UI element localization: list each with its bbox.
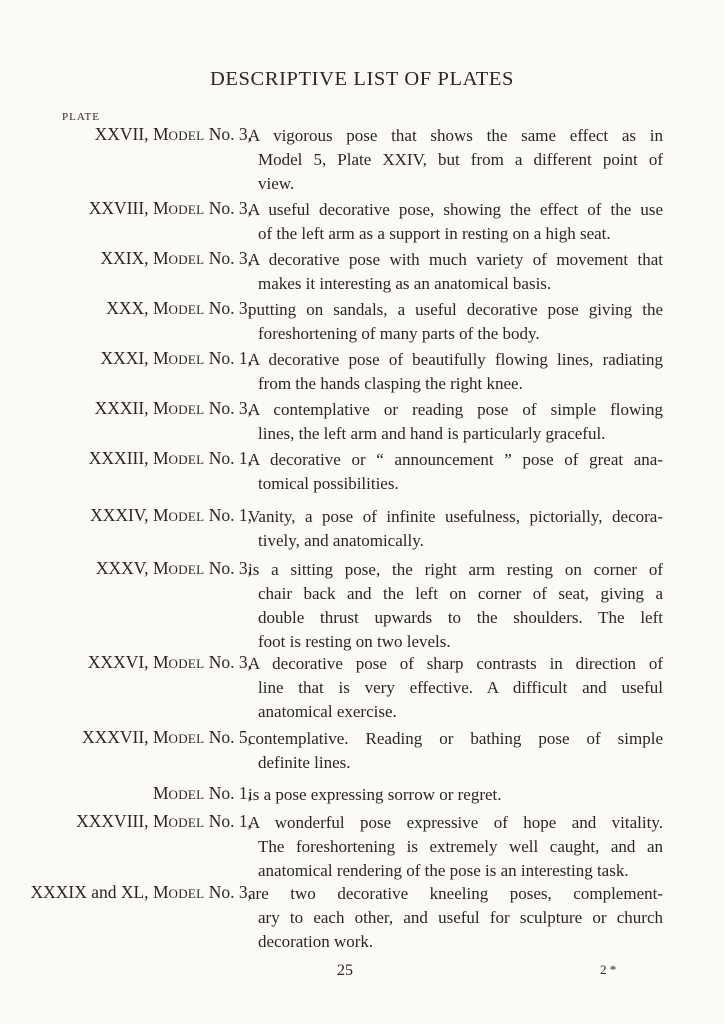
plate-description xyxy=(248,348,663,396)
description-line: A decorative pose of sharp contrasts in direction of xyxy=(248,654,663,673)
plate-numeral: XXIX, xyxy=(100,248,153,268)
plate-entry-lead: XXVII, MODEL No. 3, xyxy=(94,124,252,144)
plate-numeral: XXXIII, xyxy=(88,448,153,468)
page-number: 25 xyxy=(337,962,353,979)
page-title: DESCRIPTIVE LIST OF PLATES xyxy=(210,68,514,90)
description-line: view. xyxy=(258,174,295,193)
description-line: double thrust upwards to the shoulders. The left xyxy=(258,608,663,627)
description-line: A decorative pose with much variety of movement that xyxy=(248,250,663,269)
description-line: lines, the left arm and hand is particularly graceful. xyxy=(258,424,606,443)
model-number: 3, xyxy=(238,248,252,268)
description-line: line that is very effective. A difficult and useful xyxy=(258,678,663,697)
plate-numeral: XXXV, xyxy=(95,558,153,578)
plate-numeral: XXVII, xyxy=(94,124,153,144)
plate-description xyxy=(248,248,663,296)
plate-numeral: XXXVIII, xyxy=(76,811,153,831)
plate-numeral: XXVIII, xyxy=(88,198,153,218)
plate-entry-lead: XXXI, MODEL No. 1, xyxy=(100,348,252,368)
plate-numeral: XXXIV, xyxy=(90,505,153,525)
plate-entry-lead: XXXIII, MODEL No. 1, xyxy=(88,448,252,468)
model-number: 3, xyxy=(238,558,252,578)
description-line: decoration work. xyxy=(258,932,374,951)
description-line: The foreshortening is extremely well caught, and an xyxy=(258,837,663,856)
description-line: Vanity, a pose of infinite usefulness, pictorially, decora- xyxy=(248,507,663,526)
plate-description xyxy=(248,198,663,246)
model-label: MODEL xyxy=(152,198,205,218)
model-number: 3, xyxy=(238,298,252,318)
plate-entry-lead: XXXVI, MODEL No. 3, xyxy=(87,652,252,672)
description-line: tively, and anatomically. xyxy=(258,531,424,550)
plate-entry-lead: XXIX, MODEL No. 3, xyxy=(100,248,252,268)
description-line: of the left arm as a support in resting on a high seat. xyxy=(258,224,611,243)
description-line: A wonderful pose expressive of hope and vitality. xyxy=(248,813,663,832)
model-number: 3, xyxy=(238,398,252,418)
plate-description xyxy=(248,882,663,954)
signature-mark: 2 * xyxy=(600,962,617,977)
model-label: MODEL xyxy=(152,558,205,578)
model-label: MODEL xyxy=(152,348,205,368)
model-number: 3, xyxy=(238,652,252,672)
model-number: 5, xyxy=(238,727,252,747)
model-label: MODEL xyxy=(152,783,205,803)
plate-description xyxy=(248,448,663,496)
plate-numeral: XXXVII, xyxy=(81,727,153,747)
plate-numeral: XXXII, xyxy=(94,398,153,418)
plate-numeral: XXX, xyxy=(106,298,153,318)
model-number: 1, xyxy=(238,348,252,368)
model-number: 1, xyxy=(238,448,252,468)
plate-description xyxy=(248,783,663,807)
plate-numeral: XXXI, xyxy=(100,348,153,368)
model-label: MODEL xyxy=(152,248,205,268)
model-number: 1, xyxy=(238,505,252,525)
plate-entry-lead: XXXIX and XL, MODEL No. 3, xyxy=(30,882,252,902)
plate-description xyxy=(248,811,663,883)
description-line: ary to each other, and useful for sculpture or church xyxy=(258,908,663,927)
plate-numeral: XXXVI, xyxy=(87,652,153,672)
plate-column-label: PLATE xyxy=(62,111,100,123)
description-line: anatomical exercise. xyxy=(258,702,397,721)
plate-entry-lead: XXXVII, MODEL No. 5, xyxy=(81,727,252,747)
plate-entry-lead: XXXIV, MODEL No. 1, xyxy=(90,505,252,525)
plate-entry-lead: XXX, MODEL No. 3, xyxy=(106,298,252,318)
plate-entry-lead: MODEL No. 1, xyxy=(152,783,252,803)
model-label: MODEL xyxy=(152,811,205,831)
description-line: chair back and the left on corner of seat, giving a xyxy=(258,584,663,603)
model-number: 1, xyxy=(238,811,252,831)
model-label: MODEL xyxy=(152,124,205,144)
plate-description xyxy=(248,727,663,775)
description-line: A vigorous pose that shows the same effect as in xyxy=(248,126,663,145)
model-label: MODEL xyxy=(152,505,205,525)
model-label: MODEL xyxy=(152,398,205,418)
plate-description xyxy=(248,505,663,553)
model-number: 3, xyxy=(238,198,252,218)
plate-description xyxy=(248,124,663,196)
description-line: A contemplative or reading pose of simple flowing xyxy=(248,400,663,419)
plate-entry-lead: XXXVIII, MODEL No. 1, xyxy=(76,811,252,831)
description-line: makes it interesting as an anatomical basis. xyxy=(258,274,552,293)
plate-entry-lead: XXXII, MODEL No. 3, xyxy=(94,398,252,418)
description-line: anatomical rendering of the pose is an interesting task. xyxy=(258,861,629,880)
model-number: 3, xyxy=(238,124,252,144)
plate-entry-lead: XXXV, MODEL No. 3, xyxy=(95,558,252,578)
description-line: Model 5, Plate XXIV, but from a different point of xyxy=(258,150,663,169)
description-line: A useful decorative pose, showing the effect of the use xyxy=(248,200,663,219)
plate-entry-lead: XXVIII, MODEL No. 3, xyxy=(88,198,252,218)
description-line: foot is resting on two levels. xyxy=(258,632,451,651)
description-line: is a pose expressing sorrow or regret. xyxy=(248,785,502,804)
model-label: MODEL xyxy=(152,298,205,318)
description-line: contemplative. Reading or bathing pose of simple xyxy=(248,729,663,748)
model-label: MODEL xyxy=(152,448,205,468)
model-label: MODEL xyxy=(152,652,205,672)
plate-description xyxy=(248,298,663,346)
model-number: 3, xyxy=(238,882,252,902)
plate-description xyxy=(248,652,663,724)
description-line: A decorative or “ announcement ” pose of great ana- xyxy=(248,450,663,469)
description-line: putting on sandals, a useful decorative pose giving the xyxy=(248,300,663,319)
plate-numeral: XXXIX and XL, xyxy=(30,882,153,902)
description-line: from the hands clasping the right knee. xyxy=(258,374,523,393)
description-line: A decorative pose of beautifully flowing lines, radiating xyxy=(248,350,663,369)
model-number: 1, xyxy=(238,783,252,803)
description-line: are two decorative kneeling poses, complement- xyxy=(248,884,663,903)
description-line: definite lines. xyxy=(258,753,351,772)
description-line: tomical possibilities. xyxy=(258,474,399,493)
model-label: MODEL xyxy=(152,727,205,747)
description-line: is a sitting pose, the right arm resting on corner of xyxy=(248,560,663,579)
model-label: MODEL xyxy=(152,882,205,902)
plate-description xyxy=(248,398,663,446)
description-line: foreshortening of many parts of the body. xyxy=(258,324,540,343)
plate-description xyxy=(248,558,663,654)
